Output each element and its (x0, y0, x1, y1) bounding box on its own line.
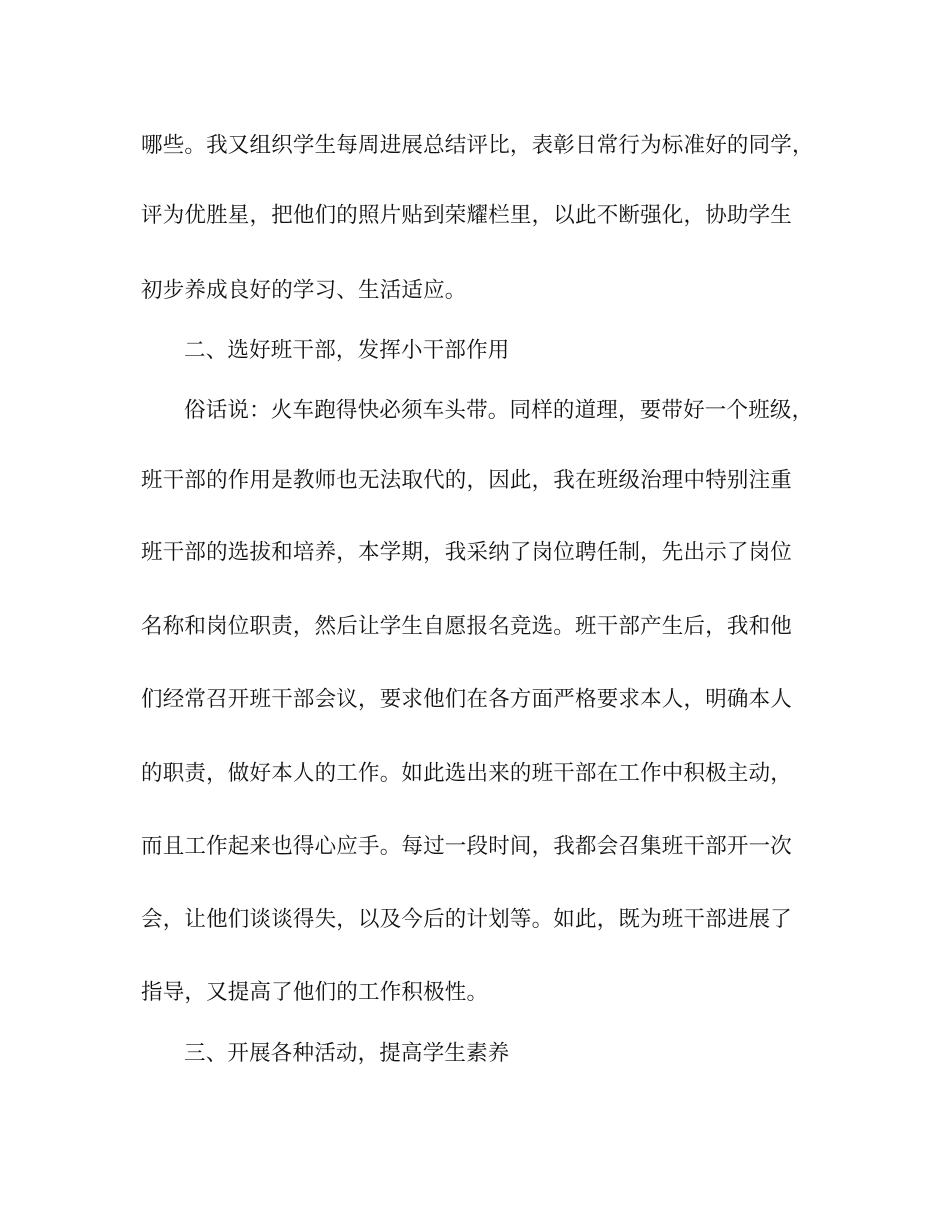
paragraph-line: 会，让他们谈谈得失，以及今后的计划等。如此，既为班干部进展了 (141, 907, 793, 932)
section-heading: 二、选好班干部，发挥小干部作用 (184, 338, 510, 363)
paragraph-line: 初步养成良好的学习、生活适应。 (141, 278, 467, 303)
paragraph-line: 名称和岗位职责，然后让学生自愿报名竞选。班干部产生后，我和他 (141, 614, 793, 639)
paragraph-line: 班干部的选拔和培养，本学期，我采纳了岗位聘任制，先出示了岗位 (141, 540, 793, 565)
paragraph-line: 哪些。我又组织学生每周进展总结评比，表彰日常行为标准好的同学， (141, 133, 814, 158)
paragraph-line: 的职责，做好本人的工作。如此选出来的班干部在工作中积极主动， (141, 761, 793, 786)
paragraph-line: 而且工作起来也得心应手。每过一段时间，我都会召集班干部开一次 (141, 834, 793, 859)
paragraph-line: 班干部的作用是教师也无法取代的，因此，我在班级治理中特别注重 (141, 468, 793, 493)
section-heading: 三、开展各种活动，提高学生素养 (184, 1041, 510, 1066)
paragraph-line: 指导，又提高了他们的工作积极性。 (141, 980, 489, 1005)
paragraph-line: 俗话说：火车跑得快必须车头带。同样的道理，要带好一个班级， (184, 398, 814, 423)
paragraph-line: 评为优胜星，把他们的照片贴到荣耀栏里，以此不断强化，协助学生 (141, 203, 793, 228)
paragraph-line: 们经常召开班干部会议，要求他们在各方面严格要求本人，明确本人 (141, 687, 793, 712)
